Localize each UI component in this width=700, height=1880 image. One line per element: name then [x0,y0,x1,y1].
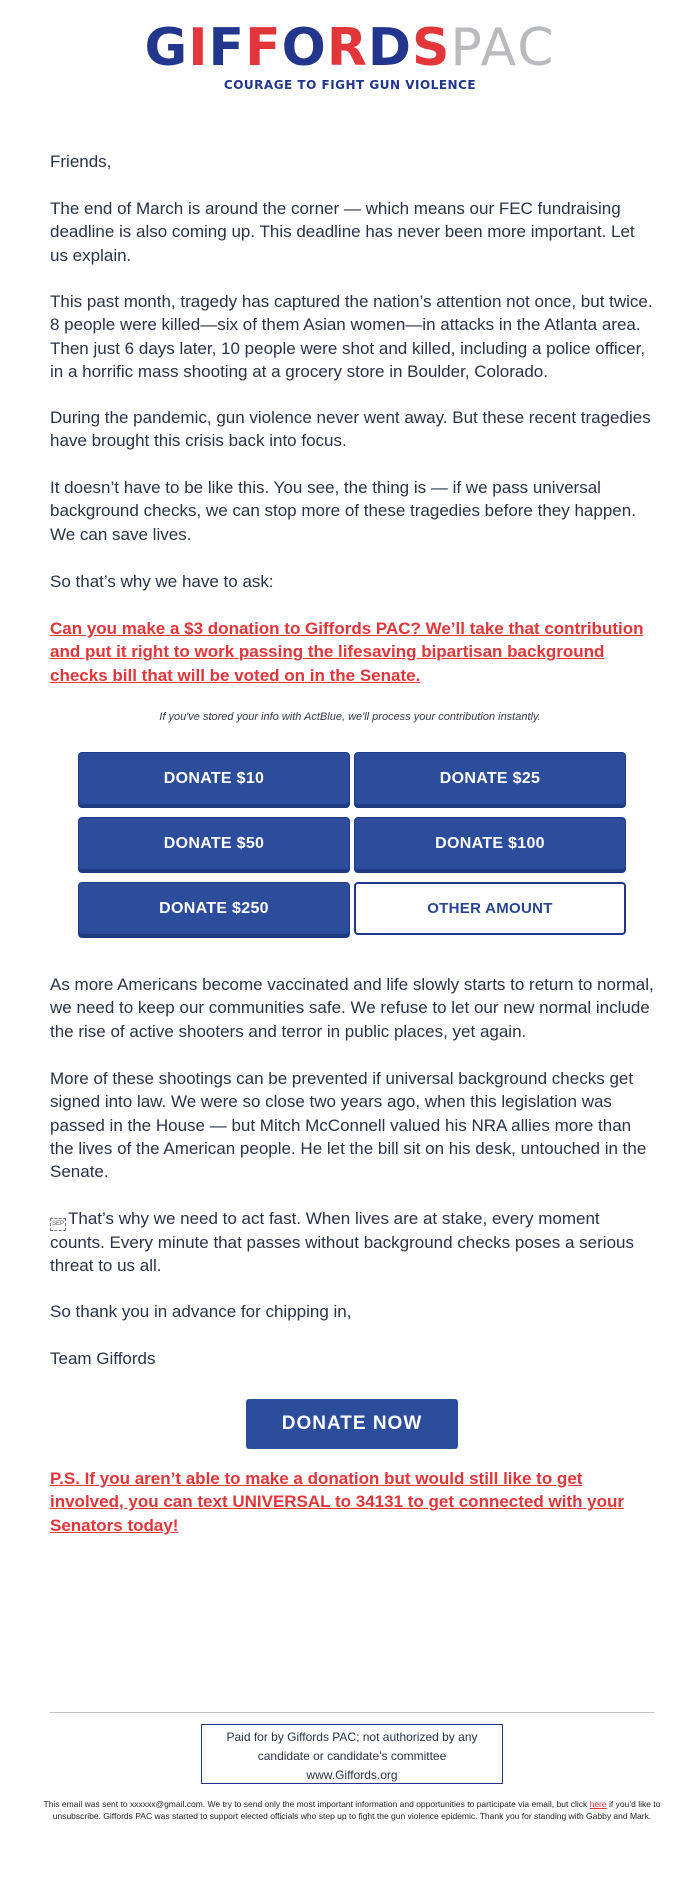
paragraph-thank-you: So thank you in advance for chipping in, [50,1302,352,1321]
giffords-pac-logo[interactable] [144,18,556,78]
tagline: COURAGE TO FIGHT GUN VIOLENCE [223,78,477,92]
separator-glyph-icon: SEP [50,1218,66,1231]
paragraph-background-checks: It doesn’t have to be like this. You see, the thing is — if we pass universal background checks, we can stop more of these tragedies before they happen. We can save lives. [50,478,636,544]
greeting: Friends, [50,152,112,171]
other-amount-button[interactable]: OTHER AMOUNT [354,882,626,935]
logo-letter: S [412,18,451,78]
logo-pac: PAC [450,18,556,78]
logo-letter: R [326,18,368,78]
paragraph-pandemic: During the pandemic, gun violence never went away. But these recent tragedies have brought this crisis back into focus. [50,408,651,451]
donate-50-button[interactable]: DONATE $50 [78,817,350,870]
donate-ask-link[interactable]: Can you make a $3 donation to Giffords PAC? We’ll take that contribution and put it right to work passing the lifesaving bipartisan background checks bill that will be voted on in the Senate. [50,619,644,685]
donate-25-button[interactable]: DONATE $25 [354,752,626,805]
logo-letter: F [245,18,282,78]
signoff: Team Giffords [50,1349,156,1368]
paragraph-deadline: The end of March is around the corner — which means our FEC fundraising deadline is also coming up. This deadline has never been more important. Let us explain. [50,199,635,265]
paragraph-ask: So that’s why we have to ask: [50,572,274,591]
paid-for-box [201,1724,503,1784]
paid-line-3: www.Giffords.org [306,1768,398,1782]
logo-letter: O [281,18,327,78]
footer-notice-text-end: if you’d like to unsubscribe. Giffords PAC was started to support elected officials who step up to fight the gun violence epidemic. Thank you for standing with Gabby and Mark. [52,1799,661,1821]
logo-letter: F [208,18,246,78]
logo-letter: G [144,18,189,78]
header [0,18,700,92]
actblue-note: If you've stored your info with ActBlue, we'll process your contribution instantly. [159,711,541,723]
paid-line-2: candidate or candidate’s committee [257,1749,447,1763]
ps-text-link[interactable]: P.S. If you aren’t able to make a donation but would still like to get involved, you can text UNIVERSAL to 34131 to get connected with your Senators today! [50,1469,625,1535]
paragraph-vaccinated: As more Americans become vaccinated and life slowly starts to return to normal, we need to keep our communities safe. We refuse to let our new normal include the rise of active shooters and terror in public places, yet again. [50,975,654,1041]
act-fast-text: That’s why we need to act fast. When lives are at stake, every moment counts. Every minute that passes without background checks poses a serious threat to us all. [50,1209,634,1276]
paragraph-mcconnell: More of these shootings can be prevented if universal background checks get signed into law. We were so close two years ago, when this legislation was passed in the House — but Mitch McConnell valued his NRA allies more than the lives of the American people. He let the bill sit on his desk, untouched in the Senate. [50,1069,647,1182]
donate-10-button[interactable]: DONATE $10 [78,752,350,805]
logo-letter: D [367,18,413,78]
footer-notice-text: This email was sent to xxxxxx@gmail.com. We try to send only the most important information and opportunities to participate via email, but click [43,1799,590,1809]
donate-now-button[interactable]: DONATE NOW [246,1399,458,1449]
footer-divider [50,1712,654,1713]
paragraph-tragedy: This past month, tragedy has captured the nation’s attention not once, but twice. 8 people were killed—six of them Asian women—in attacks in the Atlanta area. Then just 6 days later, 10 people were shot and killed, including a police officer, in a horrific mass shooting at a grocery store in Boulder, Colorado. [50,292,653,381]
footer-notice [40,1798,664,1822]
donate-100-button[interactable]: DONATE $100 [354,817,626,870]
paragraph-act-fast [50,1207,654,1278]
donate-250-button[interactable]: DONATE $250 [78,882,350,935]
paid-line-1: Paid for by Giffords PAC; not authorized by any [226,1730,478,1744]
unsubscribe-link[interactable]: here [589,1799,607,1809]
logo-letter: I [188,18,209,78]
